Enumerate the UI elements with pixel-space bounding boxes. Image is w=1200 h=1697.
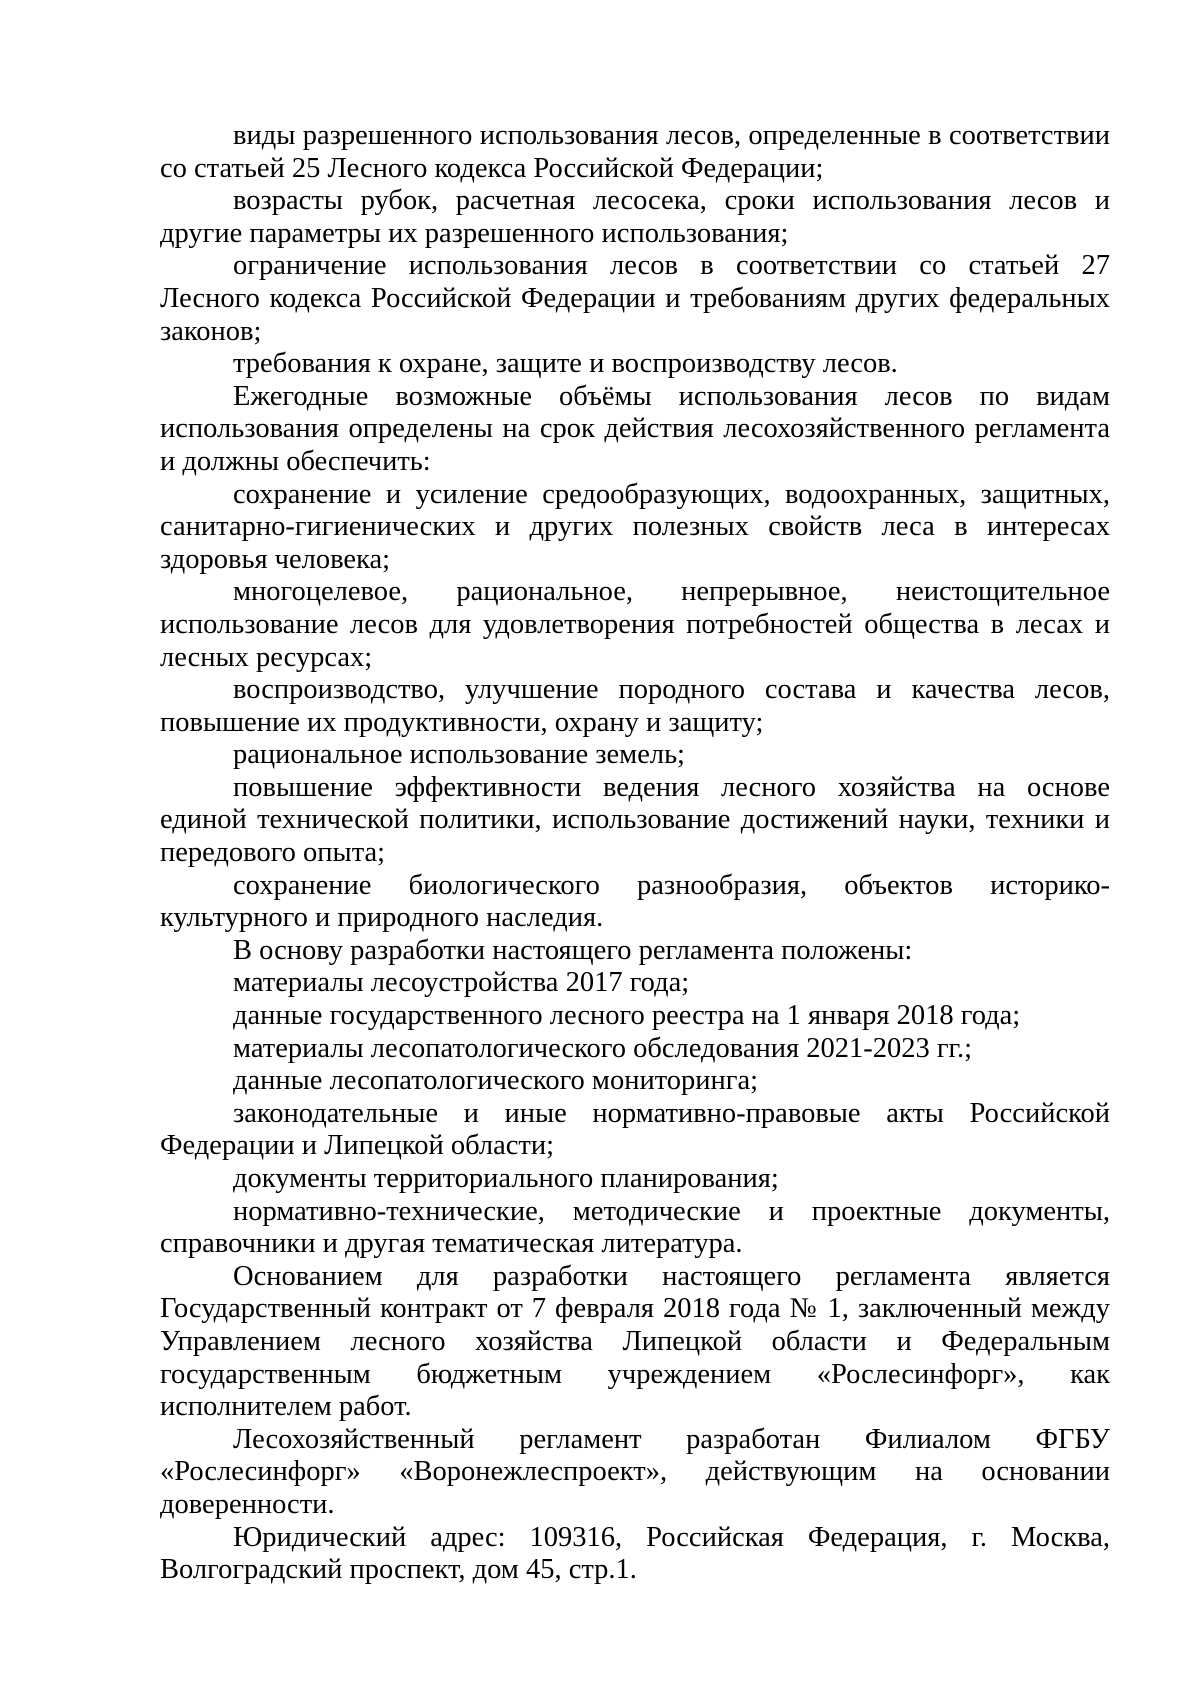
paragraph: В основу разработки настоящего регламента положены: (233, 934, 913, 966)
paragraph: Основанием для разработки настоящего регламента является Государственный контракт от 7 февраля 2018 года № 1, заключенный между Управлением лесного хозяйства Липецкой области и Федеральным государственным бюджетным учреждением «Рослесинфорг», как исполнителем работ. (160, 1260, 1110, 1423)
paragraph: виды разрешенного использования лесов, определенные в соответствии со статьей 25 Лесного кодекса Российской Федерации; (160, 120, 1110, 184)
paragraph: ограничение использования лесов в соответствии со статьей 27 Лесного кодекса Российской Федерации и требованиям других федеральных законов; (160, 250, 1110, 347)
paragraph: законодательные и иные нормативно-правовые акты Российской Федерации и Липецкой области; (160, 1097, 1110, 1162)
paragraph: рациональное использование земель; (233, 739, 685, 771)
paragraph: данные лесопатологического мониторинга; (233, 1065, 759, 1097)
paragraph: многоцелевое, рациональное, непрерывное, неистощительное использование лесов для удовлетворения потребностей общества в лесах и лесных ресурсах; (160, 576, 1110, 673)
paragraph: данные государственного лесного реестра на 1 января 2018 года; (233, 1000, 1021, 1032)
paragraph: материалы лесопатологического обследования 2021-2023 гг.; (233, 1032, 973, 1064)
paragraph: документы территориального планирования; (233, 1163, 779, 1194)
paragraph: сохранение и усиление средообразующих, водоохранных, защитных, санитарно-гигиенических и других полезных свойств леса в интересах здоровья человека; (160, 478, 1110, 575)
document-body (160, 120, 1110, 1587)
paragraph: воспроизводство, улучшение породного состава и качества лесов, повышение их продуктивности, охрану и защиту; (160, 674, 1110, 738)
paragraph: нормативно-технические, методические и проектные документы, справочники и другая тематическая литература. (160, 1195, 1110, 1260)
paragraph: требования к охране, защите и воспроизводству лесов. (233, 348, 898, 380)
paragraph: повышение эффективности ведения лесного хозяйства на основе единой технической политики, использование достижений науки, техники и передового опыта; (160, 771, 1110, 869)
paragraph: материалы лесоустройства 2017 года; (233, 967, 690, 999)
paragraph: Ежегодные возможные объёмы использования лесов по видам использования определены на срок действия лесохозяйственного регламента и должны обеспечить: (160, 380, 1110, 477)
paragraph: Лесохозяйственный регламент разработан Филиалом ФГБУ «Рослесинфорг» «Воронежлеспроект», действующим на основании доверенности. (160, 1423, 1110, 1520)
paragraph: возрасты рубок, расчетная лесосека, сроки использования лесов и другие параметры их разрешенного использования; (160, 185, 1110, 249)
paragraph: сохранение биологического разнообразия, объектов историко-культурного и природного наследия. (160, 869, 1110, 934)
paragraph: Юридический адрес: 109316, Российская Федерация, г. Москва, Волгоградский проспект, дом 45, стр.1. (160, 1521, 1110, 1586)
